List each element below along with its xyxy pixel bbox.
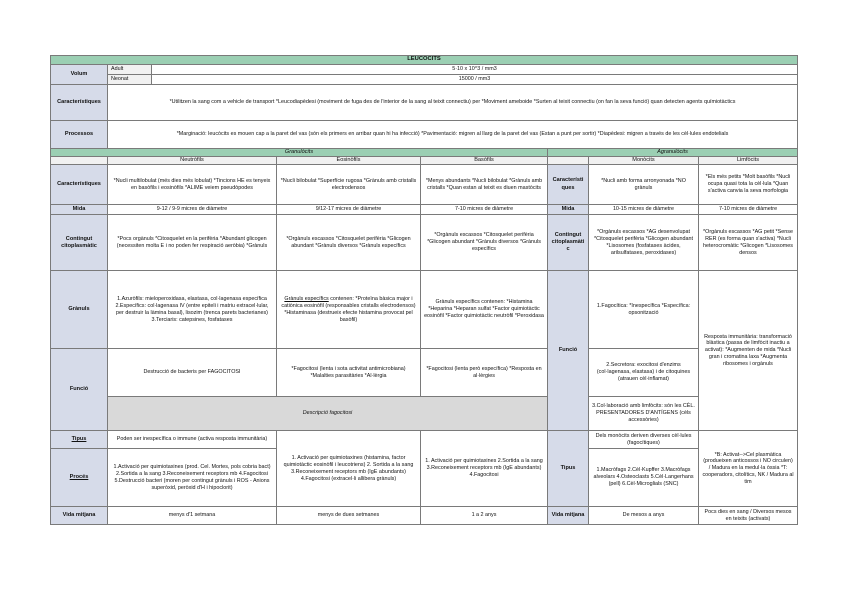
- neutrofils-funcio: Destrucció de bacteris per FAGOCITOSI: [108, 349, 277, 397]
- eosinofils-caracteristiques: *Nucli bilobulat *Superfície rugosa *Grànuls amb cristalls electrodensos: [277, 165, 421, 205]
- header-monocits: Monòcits: [589, 156, 699, 164]
- row-label-funcio: Funció: [51, 349, 108, 431]
- neutrofils-vida: menys d'1 setmana: [108, 507, 277, 525]
- eosinofils-granuls-title: Grànuls específics: [284, 295, 329, 302]
- header-empty: [51, 156, 108, 164]
- row-label-tipus: Tipus: [51, 431, 108, 449]
- monocits-vida: De mesos a anys: [589, 507, 699, 525]
- eosinofils-granuls-text: contenen: *Proteïna bàsica major i catiònica eosinòfil (responsables cristalls electrodensos) *Histaminasa (destrueix efecte histamina provocat pel basòfil): [281, 295, 416, 323]
- row-label-contingut: Contingut citoplasmàtic: [51, 215, 108, 271]
- header-eosinofils: Eosinòfils: [277, 156, 421, 164]
- leucocits-table: [50, 55, 798, 525]
- row-label-caracteristiques-general: Característiques: [51, 84, 108, 120]
- eosinofils-proces: 1. Activació per quimiotaxines (histamina, factor quimiotàctic eosinòfil i leucotriens) 2. Sortida a la sang 3.Reconeixement receptors mb (IgE abundants) 4.Fagocitosi (extracel·li allibera grànuls): [277, 431, 421, 507]
- volum-adult-label: Adult: [108, 65, 152, 75]
- eosinofils-contingut: *Orgànuls escassos *Citosquelet perifèria *Glicogen abundant *Grànuls diversos *Grànuls específics: [277, 215, 421, 271]
- row-label-tipus-2: Tipus: [548, 431, 589, 507]
- header-neutrofils: Neutròfils: [108, 156, 277, 164]
- granulocits-tipus: Poden ser inespecífica o immune (activa resposta immunitària): [108, 431, 277, 449]
- neutrofils-contingut: *Pocs orgànuls *Citosquelet en la perifèria *Abundant glicogen (necessiten molta E i no poden fer respiració aeròbia) *Grànuls: [108, 215, 277, 271]
- monocits-caracteristiques: *Nucli amb forma arronyonada *NO grànuls: [589, 165, 699, 205]
- header-basofils: Basòfils: [421, 156, 548, 164]
- row-label-vida: Vida mitjana: [51, 507, 108, 525]
- basofils-contingut: *Orgànuls escassos *Citosquelet perifèria *Glicogen abundant *Grànuls diversos *Grànuls específics: [421, 215, 548, 271]
- neutrofils-granuls: 1.Azuròfils: mieloperoxidasa, elastasa, col·lagenasa específica 2.Específics: col·lagenasa IV (entre epiteli i matriu extracel·lular, per destruir la làmina basal), lisozim (trenca parets bacterianes) 3.Terciaris: catepsines, fosfatases: [108, 271, 277, 349]
- row-label-caracteristiques-2: Característiques: [548, 165, 589, 205]
- eosinofils-funcio: *Fagocitosi (lenta i sota activitat antimicrobiana) *Malalties parasitàries *Al·lèrgia: [277, 349, 421, 397]
- monocits-mida: 10-15 micres de diàmetre: [589, 205, 699, 215]
- neutrofils-caracteristiques: *Nucli multilobulat (més dies més lobulat) *Tincions HE es tenyeix en basòfils i eosinòfils *ALIME veiem pseudòpodes: [108, 165, 277, 205]
- table-title: LEUCÒCITS: [51, 56, 798, 65]
- basofils-mida: 7-10 micres de diàmetre: [421, 205, 548, 215]
- limfocits-contingut: *Orgànuls escassos *AG petit *Sense RER (es forma quan s'activa) *Nucli heterocromàtic *Glicogen *Lisosomes densos: [699, 215, 798, 271]
- monocits-tipus-b: 1.Macròfags 2.Cèl·Kupffer 3.Macròfags alveolars 4.Osteoclasts 5.Cèl·Langerhans (pell) 6.Cèl·Microglials (SNC): [589, 449, 699, 507]
- row-label-caracteristiques: Característiques: [51, 165, 108, 205]
- row-label-volum: Volum: [51, 65, 108, 85]
- header-empty-2: [548, 156, 589, 164]
- row-label-funcio-2: Funció: [548, 271, 589, 431]
- monocits-funcio-3: 3.Col·laboració amb limfòcits: són les CÈL. PRESENTADORES D'ANTÍGENS (cèls accessòries): [589, 397, 699, 431]
- basofils-caracteristiques: *Menys abundants *Nucli bilobulat *Grànuls amb cristalls *Quan estan al teixit es diuen mastòcits: [421, 165, 548, 205]
- basofils-funcio: *Fagocitosi (lenta però específica) *Resposta en al·lèrgies: [421, 349, 548, 397]
- basofils-proces: 1. Activació per quimiotaxines 2.Sortida a la sang 3.Reconeixement receptors mb (IgE abundants) 4.Fagocitosi: [421, 431, 548, 507]
- row-label-processos: Processos: [51, 120, 108, 148]
- processos-text: *Marginació: leucòcits es mouen cap a la paret del vas (són els primers en arribar quan hi ha infecció) *Pavimentació: migren al llarg de la paret del vas (Estan a punt per sortir) *Diapèdesi: migren a través de les cèl·lules endotelials: [108, 120, 798, 148]
- volum-neonat-label: Neonat: [108, 74, 152, 84]
- row-label-granuls: Grànuls: [51, 271, 108, 349]
- caracteristiques-general-text: *Utilitzen la sang com a vehicle de transport *Leucodiapèdesi (moviment de fuga des de l'interior de la sang al teixit connectiu) per *Moviment ameboide *Surten al teixit connectiu (on fan la seva funció) quan detecten agents químiotàctics: [108, 84, 798, 120]
- row-label-proces: Procés: [51, 449, 108, 507]
- group-granulocits: Granulòcits: [51, 148, 548, 156]
- summary-sheet: [50, 55, 797, 525]
- eosinofils-granuls: [277, 271, 421, 349]
- neutrofils-mida: 9-12 / 9-9 micres de diàmetre: [108, 205, 277, 215]
- limfocits-caracteristiques: *Els més petits *Molt basòfils *Nucli ocupa quasi tota la cèl·lula *Quan s'activa canvia la seva morfologia: [699, 165, 798, 205]
- row-label-mida-2: Mida: [548, 205, 589, 215]
- monocits-funcio-1: 1.Fagocítica: *Inespecífica *Específica: opsonització: [589, 271, 699, 349]
- limfocits-funcio: Resposta immunitària: transformació blàstica (passa de limfòcit inactiu a activat): *Augmenten de mida *Nucli gran i cromatina laxa *Augmenta ribosomes i orgànuls: [699, 271, 798, 431]
- group-agranulocits: Agranulòcits: [548, 148, 798, 156]
- limfocits-tipus: *B: Activat-->Cel plasmàtica (produeixen anticossos i NO circulen) / Madura en la medul·la òssia *T: cooperadors, citolítics, NK / Madura al tim: [699, 431, 798, 507]
- basofils-granuls: Grànuls específics contenen: *Histamina *Heparina *Heparan sulfat *Factor quimiotàctic eosinòfil *Factor quimiotàctic neutròfil *Peroxidasa: [421, 271, 548, 349]
- volum-adult-value: 5·10 x 10^3 / mm3: [152, 65, 798, 75]
- monocits-tipus-a: Dels monòcits deriven diverses cèl·lules (fagocítiques): [589, 431, 699, 449]
- header-limfocits: Limfòcits: [699, 156, 798, 164]
- limfocits-mida: 7-10 micres de diàmetre: [699, 205, 798, 215]
- eosinofils-mida: 9/12-17 micres de diàmetre: [277, 205, 421, 215]
- limfocits-vida: Pocs dies en sang / Diversos mesos en teixits (activats): [699, 507, 798, 525]
- neutrofils-proces: 1.Activació per quimiotaxines (prod. Cel. Mortes, pols cobria bact) 2.Sortida a la sang 3.Reconeixement receptors mb 4.Fagocitosi 5.Destrucció bacteri (moren per contingut grànuls i ROS - Anions superòxid, peròxid d'H i hipoclorit): [108, 449, 277, 507]
- row-label-mida: Mida: [51, 205, 108, 215]
- descripcio-fagocitosi: Descripció fagocitosi: [108, 397, 548, 431]
- eosinofils-vida: menys de dues setmanes: [277, 507, 421, 525]
- monocits-contingut: *Orgànuls escassos *AG desenvolupat *Citosquelet perifèria *Glicogen abundant *Lisosomes (fosfatases àcides, arilsulfatases, peroxidases): [589, 215, 699, 271]
- volum-neonat-value: 15000 / mm3: [152, 74, 798, 84]
- monocits-funcio-2: 2.Secretora: exocitosi d'enzims (col·lagenasa, elastasa) i de citoquines (atrauen cèl·inflamat): [589, 349, 699, 397]
- basofils-vida: 1 a 2 anys: [421, 507, 548, 525]
- row-label-vida-2: Vida mitjana: [548, 507, 589, 525]
- row-label-contingut-2: Contingut citoplasmàtic: [548, 215, 589, 271]
